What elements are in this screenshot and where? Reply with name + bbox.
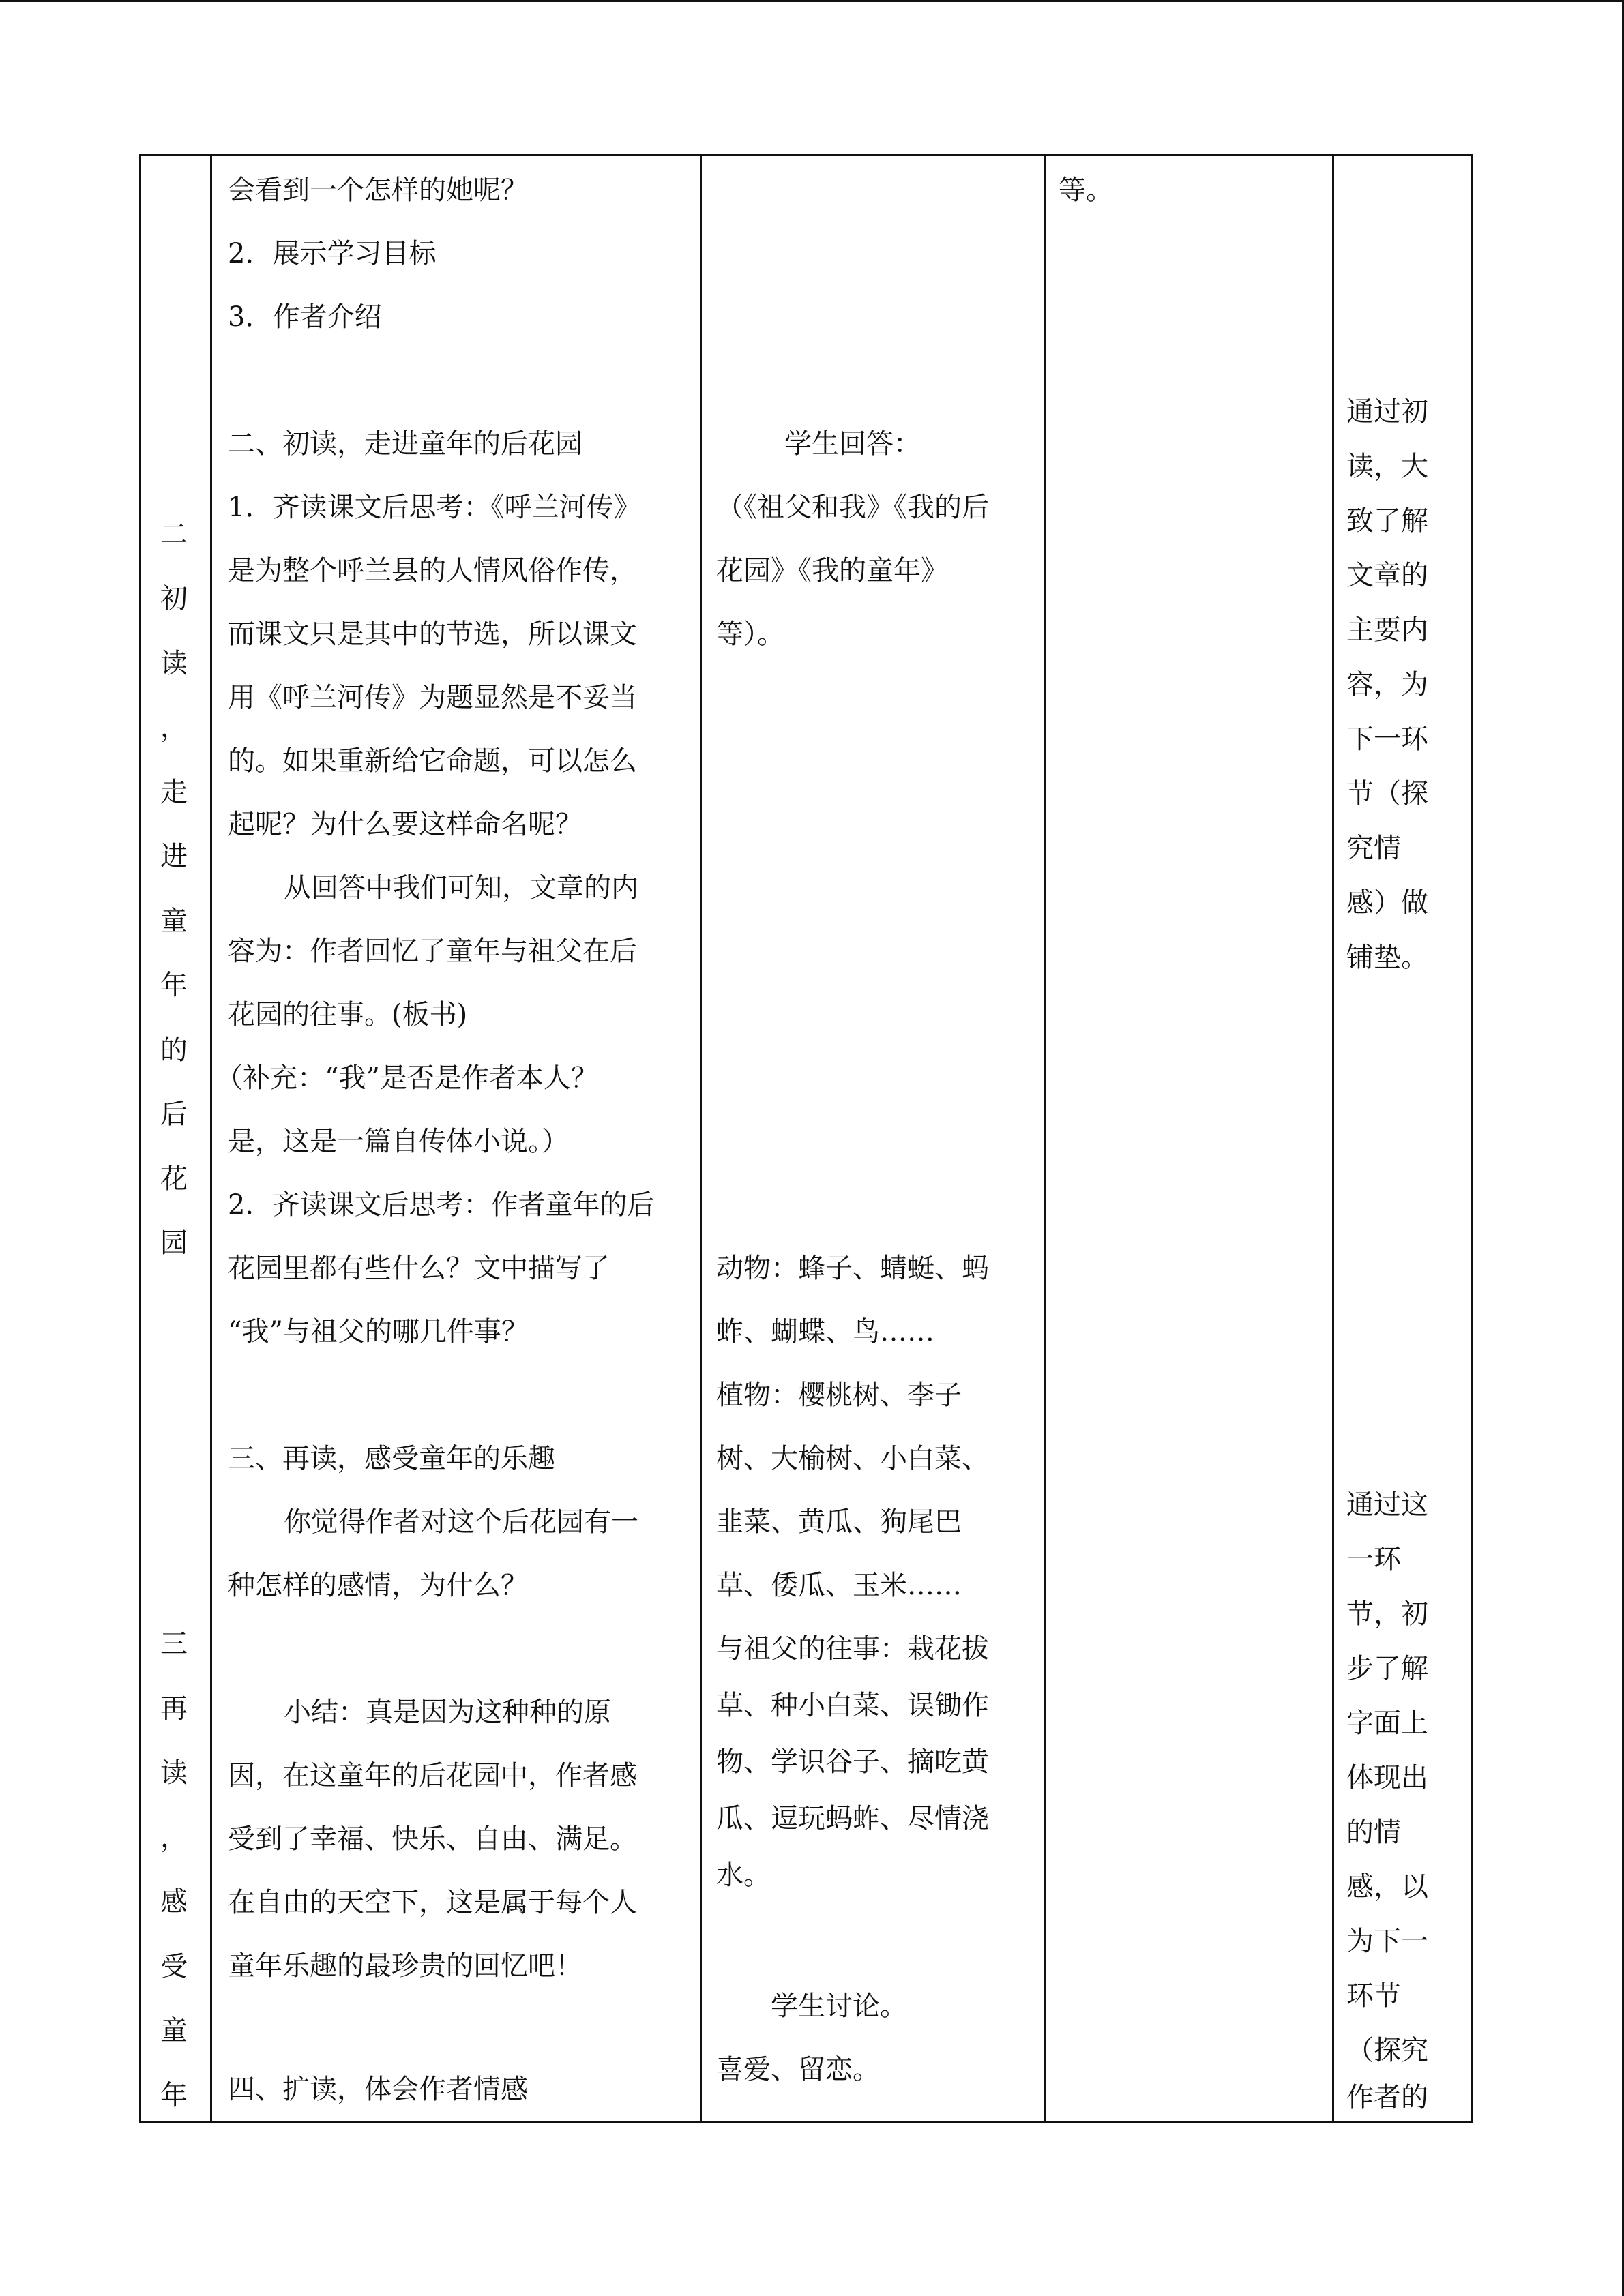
text-line: 作者的 bbox=[1346, 2082, 1428, 2113]
text-line: 1．齐读课文后思考：《呼兰河传》 bbox=[228, 492, 641, 523]
text-line: 因，在这童年的后花园中，作者感 bbox=[228, 1760, 637, 1791]
text-line: 是为整个呼兰县的人情风俗作传， bbox=[228, 555, 637, 586]
lesson-plan-table bbox=[139, 154, 1473, 2123]
text-line: （补充：“我”是否是作者本人？ bbox=[216, 1062, 598, 1094]
text-line: 花园里都有些什么？文中描写了 bbox=[228, 1253, 610, 1284]
text-line: 为下一 bbox=[1346, 1926, 1428, 1957]
text-line: 3．作者介绍 bbox=[228, 301, 382, 333]
text-line: 童年乐趣的最珍贵的回忆吧！ bbox=[228, 1950, 582, 1982]
text-line: 读，大 bbox=[1346, 451, 1428, 482]
text-line: 三、再读，感受童年的乐趣 bbox=[228, 1443, 555, 1474]
text-line: 而课文只是其中的节选，所以课文 bbox=[228, 618, 637, 650]
text-line: 草、种小白菜、误锄作 bbox=[716, 1690, 989, 1721]
column-divider bbox=[700, 156, 702, 2121]
section-title-char: 的 bbox=[160, 1034, 188, 1066]
text-line: 节（探 bbox=[1346, 778, 1428, 809]
text-line: 起呢？为什么要这样命名呢？ bbox=[228, 809, 582, 840]
text-line: 草、倭瓜、玉米…… bbox=[716, 1570, 962, 1601]
section-title-char: 童 bbox=[160, 2015, 188, 2046]
text-line: 二、初读，走进童年的后花园 bbox=[228, 428, 582, 460]
section-title-char: 园 bbox=[160, 1227, 188, 1259]
section-title-char: 年 bbox=[160, 2080, 188, 2111]
text-line: 物、学识谷子、摘吃黄 bbox=[716, 1746, 989, 1778]
section-title-char: 读 bbox=[160, 1757, 188, 1789]
text-line: 主要内 bbox=[1346, 614, 1428, 646]
text-line: 四、扩读，体会作者情感 bbox=[228, 2074, 528, 2105]
section-title-char: 年 bbox=[160, 970, 188, 1001]
text-line: 容为：作者回忆了童年与祖父在后 bbox=[228, 936, 637, 967]
text-line: 喜爱、留恋。 bbox=[716, 2054, 880, 2085]
text-line: 受到了幸福、快乐、自由、满足。 bbox=[228, 1823, 637, 1855]
text-line: 2．展示学习目标 bbox=[228, 238, 437, 269]
text-line: 你觉得作者对这个后花园有一 bbox=[284, 1506, 638, 1538]
text-line: （探究 bbox=[1346, 2035, 1428, 2066]
text-line: 从回答中我们可知，文章的内 bbox=[284, 872, 638, 904]
text-line: 下一环 bbox=[1346, 724, 1428, 755]
text-line: “我”与祖父的哪几件事？ bbox=[228, 1316, 529, 1347]
text-line: 植物：樱桃树、李子 bbox=[716, 1380, 962, 1411]
text-line: 花园的往事。(板书) bbox=[228, 999, 468, 1030]
text-line: 水。 bbox=[716, 1860, 771, 1891]
text-line: 用《呼兰河传》为题显然是不妥当 bbox=[228, 682, 637, 713]
section-title-char: 再 bbox=[160, 1693, 188, 1725]
text-line: 文章的 bbox=[1346, 560, 1428, 591]
text-line: 一环 bbox=[1346, 1544, 1401, 1575]
text-line: 是，这是一篇自传体小说。） bbox=[228, 1126, 569, 1157]
text-line: 感）做 bbox=[1346, 887, 1428, 919]
column-divider bbox=[210, 156, 212, 2121]
section-title-char: 进 bbox=[160, 841, 188, 872]
text-line: 动物：蜂子、蜻蜓、蚂 bbox=[716, 1253, 989, 1284]
text-line: 步了解 bbox=[1346, 1653, 1428, 1684]
text-line: 环节 bbox=[1346, 1980, 1401, 2012]
text-line: 韭菜、黄瓜、狗尾巴 bbox=[716, 1506, 962, 1538]
section-title-char: 走 bbox=[160, 777, 188, 808]
section-title-char: 三 bbox=[160, 1628, 188, 1660]
text-line: 等。 bbox=[1059, 175, 1113, 206]
section-title-char: ， bbox=[160, 712, 188, 743]
text-line: 的。如果重新给它命题，可以怎么 bbox=[228, 745, 637, 777]
text-line: 节，初 bbox=[1346, 1598, 1428, 1630]
column-divider bbox=[1332, 156, 1334, 2121]
section-title-char: 读 bbox=[160, 648, 188, 679]
text-line: 通过这 bbox=[1346, 1489, 1428, 1521]
text-line: 小结：真是因为这种种的原 bbox=[284, 1697, 611, 1728]
section-title-char: 感 bbox=[160, 1886, 188, 1918]
text-line: （《祖父和我》《我的后 bbox=[716, 492, 989, 523]
section-title-char: 初 bbox=[160, 583, 188, 614]
text-line: 铺垫。 bbox=[1346, 942, 1428, 973]
text-line: 体现出 bbox=[1346, 1762, 1428, 1793]
section-title-char: 花 bbox=[160, 1163, 188, 1195]
text-line: 等）。 bbox=[716, 618, 784, 650]
text-line: 蚱、蝴蝶、鸟…… bbox=[716, 1316, 934, 1347]
text-line: 究情 bbox=[1346, 833, 1401, 864]
section-title-char: 受 bbox=[160, 1951, 188, 1982]
page-top-border bbox=[0, 0, 1624, 2]
text-line: 致了解 bbox=[1346, 505, 1428, 537]
text-line: 种怎样的感情，为什么？ bbox=[228, 1570, 528, 1601]
section-title-char: 后 bbox=[160, 1099, 188, 1130]
text-line: 在自由的天空下，这是属于每个人 bbox=[228, 1887, 637, 1918]
text-line: 瓜、逗玩蚂蚱、尽情浇 bbox=[716, 1803, 989, 1834]
text-line: 花园》《我的童年》 bbox=[716, 555, 948, 586]
text-line: 容，为 bbox=[1346, 669, 1428, 700]
text-line: 2．齐读课文后思考：作者童年的后 bbox=[228, 1189, 655, 1221]
text-line: 的情 bbox=[1346, 1817, 1401, 1848]
text-line: 与祖父的往事：栽花拔 bbox=[716, 1633, 989, 1665]
section-title-char: 童 bbox=[160, 906, 188, 937]
text-line: 学生回答： bbox=[784, 428, 921, 460]
text-line: 字面上 bbox=[1346, 1708, 1428, 1739]
text-line: 感，以 bbox=[1346, 1871, 1428, 1903]
section-title-char: ， bbox=[160, 1822, 188, 1853]
text-line: 通过初 bbox=[1346, 396, 1428, 428]
text-line: 会看到一个怎样的她呢？ bbox=[228, 175, 528, 206]
text-line: 树、大榆树、小白菜、 bbox=[716, 1443, 989, 1474]
column-divider bbox=[1044, 156, 1046, 2121]
text-line: 学生讨论。 bbox=[771, 1991, 907, 2022]
section-title-char: 二 bbox=[160, 519, 188, 550]
